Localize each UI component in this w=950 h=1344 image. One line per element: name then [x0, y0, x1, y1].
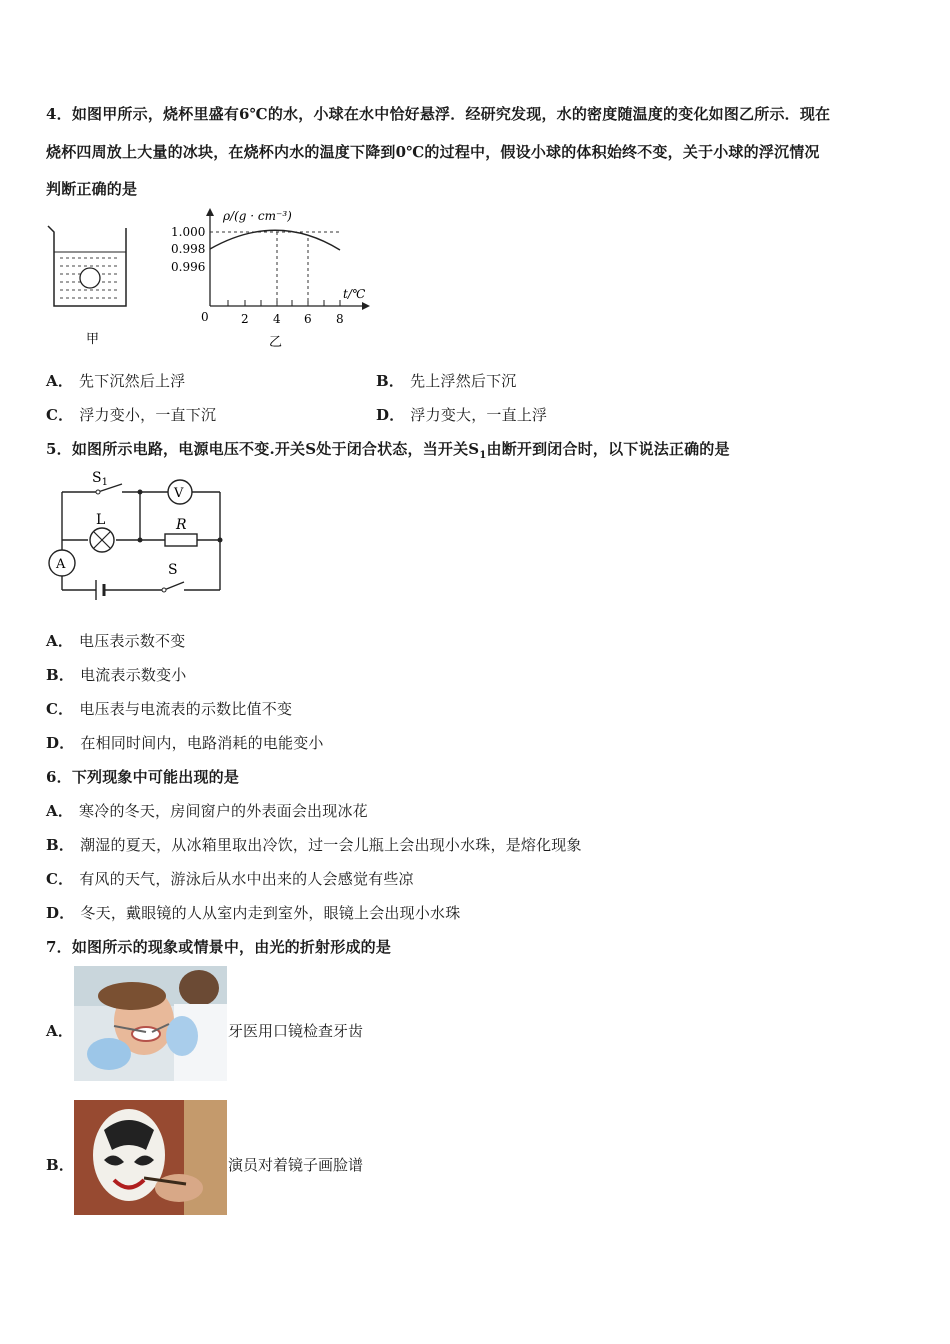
option-label: C．: [46, 870, 74, 888]
option-label: B．: [46, 836, 75, 854]
lamp-label: L: [96, 512, 106, 528]
option-text: 电压表与电流表的示数比值不变: [79, 700, 293, 718]
q7-option-a-text: 牙医用口镜检查牙齿: [228, 1022, 364, 1040]
option-label: C．: [46, 406, 74, 424]
graph-xlabel: t/℃: [343, 287, 366, 301]
q4-option-b[interactable]: [376, 370, 517, 391]
option-label: A．: [46, 632, 74, 650]
option-text: 浮力变小，一直下沉: [79, 406, 217, 424]
option-label: D．: [46, 734, 75, 752]
option-text: 浮力变大，一直上浮: [410, 406, 548, 424]
q4-option-d[interactable]: [376, 404, 547, 425]
q6-option-b[interactable]: [46, 834, 582, 855]
q6-option-a[interactable]: [46, 800, 368, 821]
option-label: A．: [46, 372, 74, 390]
xtick-6: 6: [304, 312, 312, 326]
option-text: 电压表示数不变: [79, 632, 186, 650]
option-text: 有风的天气，游泳后从水中出来的人会感觉有些凉: [79, 870, 414, 888]
xtick-8: 8: [336, 312, 344, 326]
q5-option-a[interactable]: [46, 630, 185, 651]
ytick-0998: 0.998: [171, 242, 206, 256]
option-label: A．: [46, 802, 74, 820]
option-label: D．: [46, 904, 75, 922]
q4-option-a[interactable]: [46, 370, 185, 391]
ammeter-label: A: [56, 557, 66, 572]
option-text: 在相同时间内，电路消耗的电能变小: [80, 734, 324, 752]
q5-stem: 5．如图所示电路，电源电压不变.开关S处于闭合状态，当开关$S_1$由断开到闭合时，以下说法正确的是: [46, 440, 730, 461]
q5-option-c[interactable]: [46, 698, 292, 719]
option-label: B．: [46, 1156, 75, 1174]
option-label: C．: [46, 700, 74, 718]
q5-option-b[interactable]: [46, 664, 187, 685]
fig-yi-label: 乙: [269, 335, 283, 350]
option-label: D．: [376, 406, 405, 424]
xtick-4: 4: [273, 312, 281, 326]
circuit-diagram: [40, 462, 240, 610]
option-text: 寒冷的冬天，房间窗户的外表面会出现冰花: [79, 802, 368, 820]
density-curve: [210, 230, 340, 250]
lamp-symbol: [90, 528, 114, 552]
beaker-figure: [40, 218, 140, 348]
q4-stem-line1: 4．如图甲所示，烧杯里盛有6℃的水，小球在水中恰好悬浮．经研究发现，水的密度随温度的变化如图乙所示．现在: [46, 105, 831, 123]
q7-option-b-text: 演员对着镜子画脸谱: [228, 1156, 364, 1174]
option-text: 先上浮然后下沉: [410, 372, 517, 390]
q4-stem-line2: 烧杯四周放上大量的冰块，在烧杯内水的温度下降到0℃的过程中，假设小球的体积始终不变，关于小球的浮沉情况: [46, 143, 820, 161]
ball: [80, 268, 100, 288]
q4-stem-line3: 判断正确的是: [46, 180, 138, 198]
q7-stem: 7．如图所示的现象或情景中，由光的折射形成的是: [46, 938, 392, 956]
option-label: B．: [376, 372, 405, 390]
q4-option-c[interactable]: [46, 404, 216, 425]
density-graph: [165, 206, 380, 351]
option-label: A．: [46, 1022, 74, 1040]
opera-mask-photo: [74, 1100, 227, 1215]
q6-option-c[interactable]: [46, 868, 414, 889]
option-text: 电流表示数变小: [80, 666, 187, 684]
resistor-label: R: [176, 517, 187, 533]
dentist-photo: [74, 966, 227, 1081]
switch-s-label: S: [168, 562, 178, 578]
xtick-2: 2: [241, 312, 249, 326]
option-label: B．: [46, 666, 75, 684]
voltmeter-label: V: [174, 486, 184, 501]
ytick-0996: 0.996: [171, 260, 206, 274]
q5-option-d[interactable]: [46, 732, 324, 753]
option-text: 先下沉然后上浮: [79, 372, 186, 390]
fig-jia-label: 甲: [86, 332, 100, 347]
graph-origin: 0: [201, 310, 209, 324]
graph-ylabel: ρ/(g · cm⁻³): [223, 209, 292, 223]
switch-s1-label: $S_1$: [92, 470, 108, 488]
ytick-1000: 1.000: [171, 225, 206, 239]
option-text: 潮湿的夏天，从冰箱里取出冷饮，过一会儿瓶上会出现小水珠，是熔化现象: [80, 836, 582, 854]
q6-option-d[interactable]: [46, 902, 460, 923]
option-text: 冬天，戴眼镜的人从室内走到室外，眼镜上会出现小水珠: [80, 904, 461, 922]
q6-stem: 6．下列现象中可能出现的是: [46, 768, 240, 786]
